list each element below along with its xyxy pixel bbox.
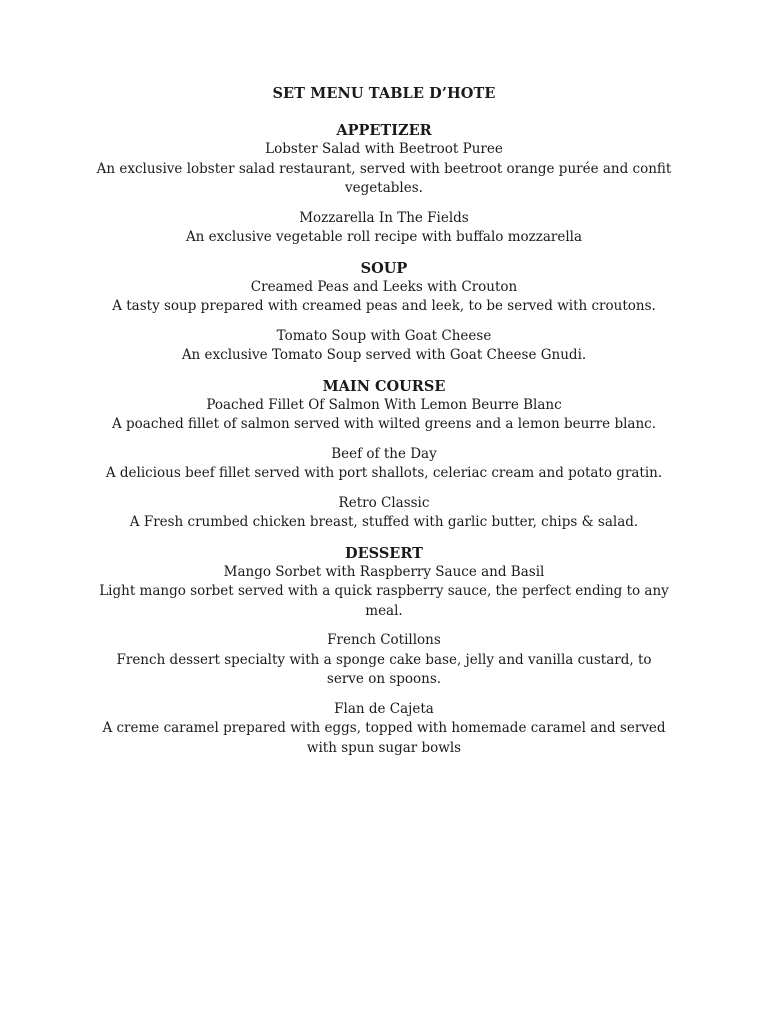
section-heading: APPETIZER	[336, 122, 432, 139]
section-dessert	[96, 544, 672, 759]
section-heading: MAIN COURSE	[322, 377, 446, 395]
menu-item-name: Poached Fillet Of Salmon With Lemon Beurre Blanc	[206, 396, 562, 413]
menu-item	[96, 327, 672, 366]
menu-item-name: Tomato Soup with Goat Cheese	[276, 327, 492, 344]
menu-item-name: Mango Sorbet with Raspberry Sauce and Basil	[223, 563, 545, 580]
menu-item-description: A tasty soup prepared with creamed peas and leek, to be served with croutons.	[112, 298, 656, 314]
menu-item-description: Light mango sorbet served with a quick raspberry sauce, the perfect ending to any meal.	[99, 583, 669, 619]
menu-item	[96, 209, 672, 248]
section-heading: SOUP	[360, 259, 408, 277]
menu-item-name: Lobster Salad with Beetroot Puree	[265, 141, 503, 157]
menu-item	[96, 396, 672, 435]
menu-item-description: A delicious beef fillet served with port shallots, celeriac cream and potato gratin.	[105, 465, 663, 481]
menu-item-name: Flan de Cajeta	[334, 700, 434, 717]
menu-item-description: An exclusive vegetable roll recipe with buffalo mozzarella	[185, 229, 583, 245]
menu-item-name: Retro Classic	[338, 494, 430, 511]
menu-item	[96, 700, 672, 759]
menu-item-description: A Fresh crumbed chicken breast, stuffed with garlic butter, chips & salad.	[129, 514, 639, 530]
menu-item-description: An exclusive lobster salad restaurant, served with beetroot orange purée and confit vegetables.	[96, 160, 672, 196]
section-heading: DESSERT	[345, 544, 423, 562]
menu-item	[96, 563, 672, 622]
menu-item	[96, 494, 672, 533]
menu-title: SET MENU TABLE D’HOTE	[272, 85, 496, 102]
section-soup	[96, 259, 672, 366]
menu-item-description: An exclusive Tomato Soup served with Goat Cheese Gnudi.	[181, 347, 587, 363]
section-main-course	[96, 377, 672, 533]
menu-item-description: French dessert specialty with a sponge cake base, jelly and vanilla custard, to serve on spoons.	[116, 651, 652, 687]
section-appetizer	[96, 121, 672, 248]
menu-item-description: A creme caramel prepared with eggs, topped with homemade caramel and served with spun sugar bowls	[102, 720, 666, 756]
menu-item-description: A poached fillet of salmon served with wilted greens and a lemon beurre blanc.	[111, 416, 657, 432]
menu-item-name: Creamed Peas and Leeks with Crouton	[250, 278, 518, 295]
menu-item-name: French Cotillons	[327, 632, 441, 648]
menu-item	[96, 631, 672, 690]
menu-page	[96, 84, 672, 769]
menu-item	[96, 445, 672, 484]
menu-item	[96, 278, 672, 317]
menu-item-name: Beef of the Day	[331, 445, 437, 462]
menu-item	[96, 140, 672, 199]
menu-item-name: Mozzarella In The Fields	[299, 209, 469, 226]
